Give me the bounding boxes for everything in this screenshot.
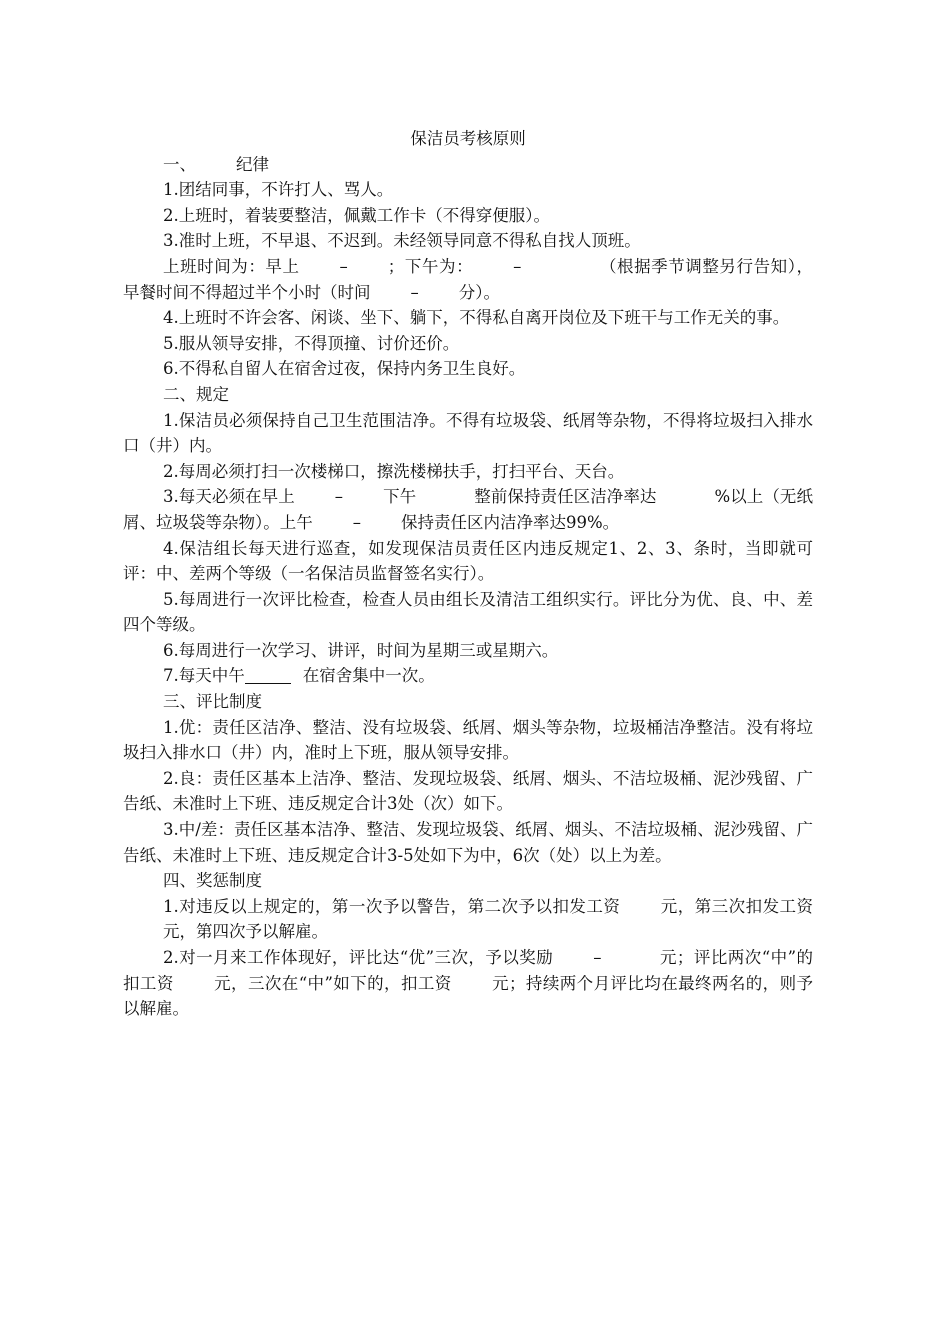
paragraph: 6.每周进行一次学习、讲评，时间为星期三或星期六。 <box>163 640 559 660</box>
paragraph: 3.中/差：责任区基本洁净、整洁、发现垃圾袋、纸屑、烟头、不洁垃圾桶、泥沙残留、广告纸、未准时上下班、违反规定合计3-5处如下为中，6次（处）以上为差。 <box>123 820 813 865</box>
text-fragment: 元，三次在“中”如下的，扣工资 <box>213 973 452 993</box>
section-heading-rewards: 四、奖惩制度 <box>163 871 262 891</box>
paragraph-cleanliness-rate <box>123 484 813 535</box>
paragraph: 2.良：责任区基本上洁净、整洁、发现垃圾袋、纸屑、烟头、不洁垃圾桶、泥沙残留、广告纸、未准时上下班、违反规定合计3处（次）如下。 <box>123 768 813 814</box>
text-fragment: 7.每天中午 <box>163 666 245 686</box>
paragraph: 4.上班时不许会客、闲谈、坐下、躺下，不得私自离开岗位及下班干与工作无关的事。 <box>163 308 790 328</box>
fill-in-blank <box>245 665 291 684</box>
text-fragment: 元，第四次予以解雇。 <box>163 922 328 942</box>
paragraph-rewards <box>123 945 813 1022</box>
text-fragment: – <box>352 512 361 532</box>
paragraph: 6.不得私自留人在宿舍过夜，保持内务卫生良好。 <box>163 359 526 379</box>
paragraph-noon-assembly <box>123 663 813 689</box>
text-fragment: 下午 <box>383 487 417 507</box>
paragraph: 2.每周必须打扫一次楼梯口，擦洗楼梯扶手，打扫平台、天台。 <box>163 461 625 481</box>
text-fragment: 保持责任区内洁净率达99%。 <box>401 512 620 532</box>
text-fragment: 整前保持责任区洁净率达 <box>474 487 657 507</box>
text-fragment: – <box>339 256 348 276</box>
text-fragment: %以上（无纸屑、垃圾袋等杂物）。上午 <box>123 487 814 532</box>
text-fragment: – <box>410 282 419 302</box>
text-fragment: 3.每天必须在早上 <box>163 487 295 507</box>
section-number: 一、 <box>163 154 196 174</box>
paragraph-penalties <box>123 894 813 945</box>
section-heading-rules: 二、规定 <box>163 384 229 404</box>
section-title: 纪律 <box>236 154 269 174</box>
text-fragment: 1.对违反以上规定的，第一次予以警告，第二次予以扣发工资 <box>163 896 621 916</box>
text-fragment: – <box>334 487 344 507</box>
paragraph-work-hours <box>123 254 813 305</box>
text-fragment: 上班时间为：早上 <box>163 256 300 276</box>
paragraph: 5.服从领导安排，不得顶撞、讨价还价。 <box>163 333 460 353</box>
text-fragment: 元；持续两个月评比均在最终两名的，则予以解雇。 <box>123 973 814 1019</box>
paragraph: 3.准时上班，不早退、不迟到。未经领导同意不得私自找人顶班。 <box>163 231 641 251</box>
text-fragment: – <box>593 948 602 967</box>
text-fragment: 分）。 <box>458 282 500 302</box>
text-fragment: – <box>513 256 522 276</box>
text-fragment: （根据季节调整另行告知），早餐时间不得超过半个小时（时间 <box>123 256 814 302</box>
paragraph: 1.优：责任区洁净、整洁、没有垃圾袋、纸屑、烟头等杂物，垃圾桶洁净整洁。没有将垃圾扫入排水口（井）内，准时上下班，服从领导安排。 <box>123 717 813 763</box>
paragraph: 2.上班时，着装要整洁，佩戴工作卡（不得穿便服）。 <box>163 205 550 225</box>
document-page <box>123 126 813 1022</box>
paragraph: 4.保洁组长每天进行巡查，如发现保洁员责任区内违反规定1、2、3、条时，当即就可评：中、差两个等级（一名保洁员监督签名实行）。 <box>123 538 813 584</box>
text-fragment: 元，第三次扣发工资 <box>660 896 814 916</box>
paragraph: 5.每周进行一次评比检查，检查人员由组长及清洁工组织实行。评比分为优、良、中、差四个等级。 <box>123 589 813 635</box>
paragraph: 1.团结同事，不许打人、骂人。 <box>163 180 394 200</box>
text-fragment: ；下午为： <box>387 256 474 276</box>
text-fragment: 元；评比两次“中”的扣工资 <box>123 948 813 993</box>
section-heading-discipline <box>123 152 813 178</box>
text-fragment: 2.对一月来工作体现好，评比达“优”三次，予以奖励 <box>163 948 554 967</box>
document-title: 保洁员考核原则 <box>410 129 526 148</box>
paragraph: 1.保洁员必须保持自己卫生范围洁净。不得有垃圾袋、纸屑等杂物，不得将垃圾扫入排水口（井）内。 <box>123 410 813 456</box>
text-fragment: 在宿舍集中一次。 <box>302 666 435 686</box>
section-heading-evaluation: 三、评比制度 <box>163 692 262 712</box>
